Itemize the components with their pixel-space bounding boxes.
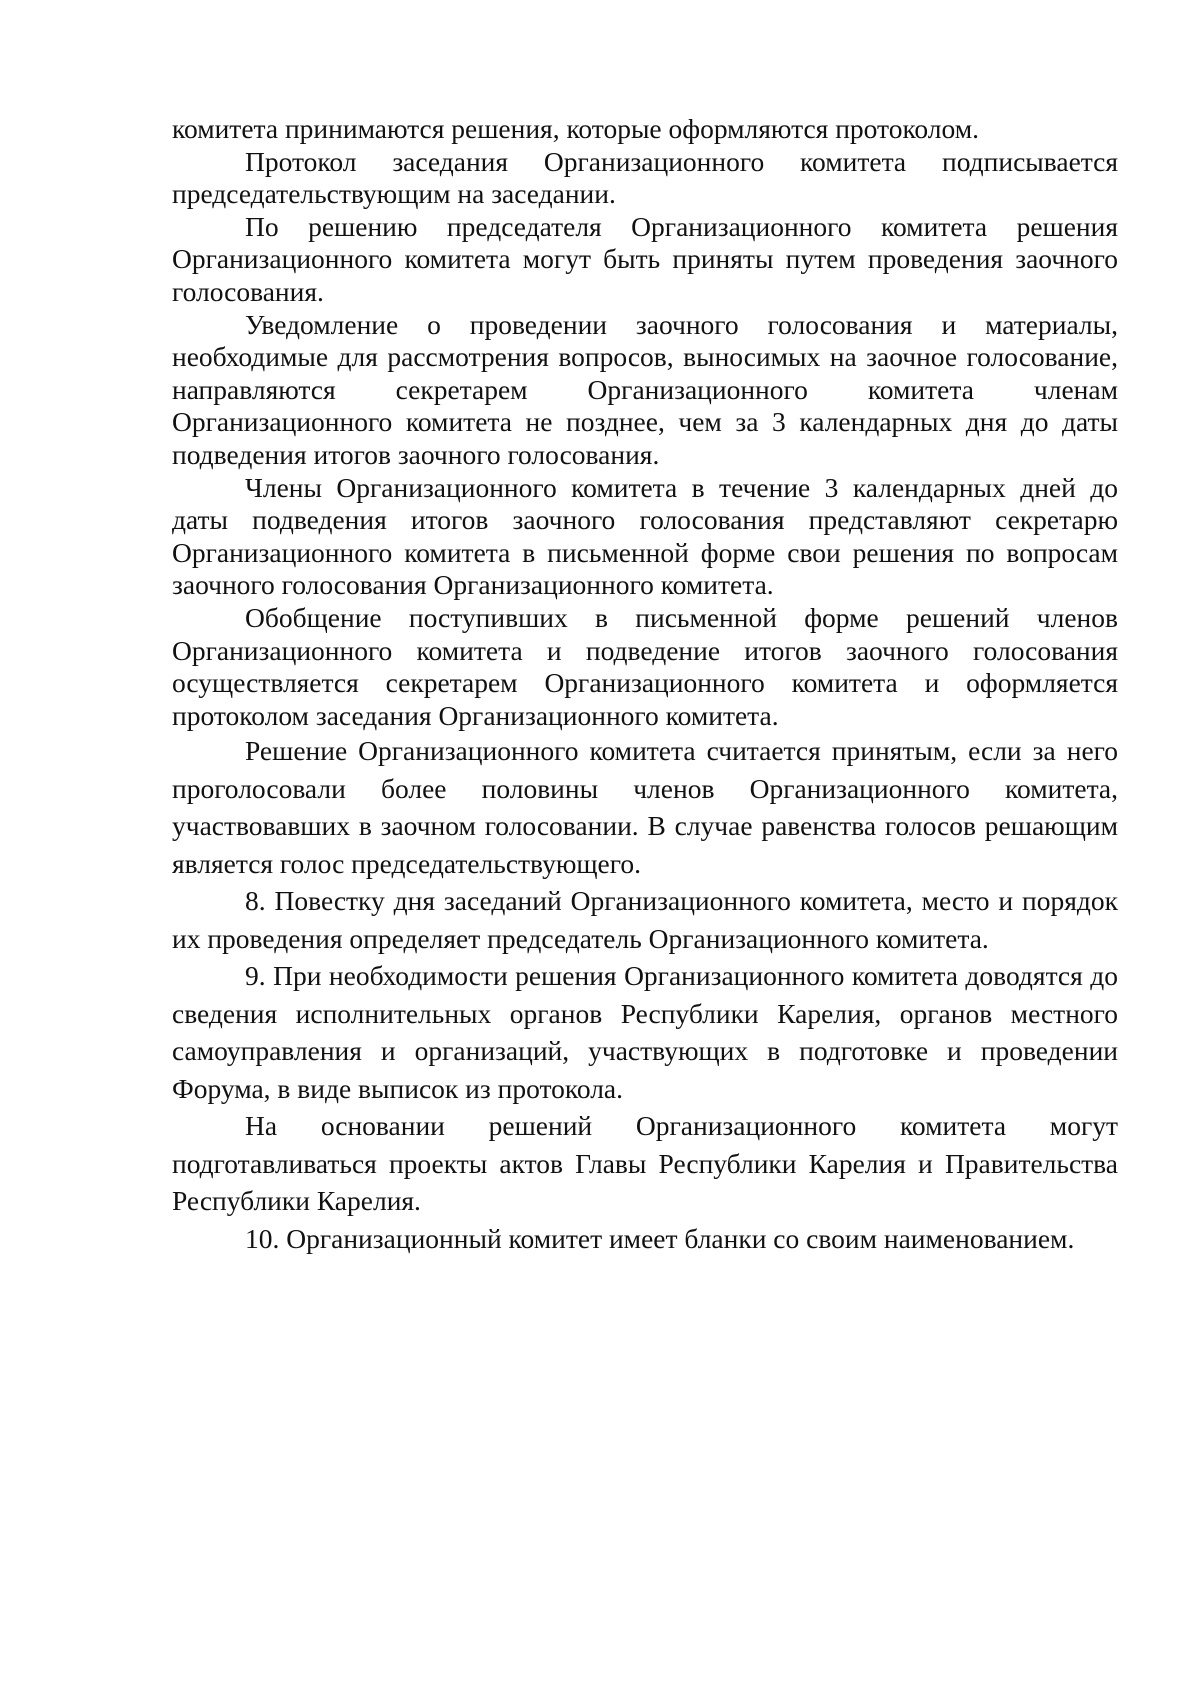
document-body	[172, 113, 1118, 1257]
paragraph-item-10: 10. Организационный комитет имеет бланки со своим наименованием.	[245, 1222, 1075, 1254]
paragraph-item-8: 8. Повестку дня заседаний Организационного комитета, место и порядок их проведения определяет председатель Организационного комитета.	[172, 885, 1118, 954]
paragraph-decision-adoption: Решение Организационного комитета считается принятым, если за него проголосовали более половины членов Организационного комитета, участвовавших в заочном голосовании. В случае равенства голосов решающим является голос председательствующего.	[172, 735, 1118, 879]
paragraph-continuation: комитета принимаются решения, которые оформляются протоколом.	[172, 113, 980, 144]
paragraph-members-decisions: Члены Организационного комитета в течение 3 календарных дней до даты подведения итогов заочного голосования представляют секретарю Организационного комитета в письменной форме свои решения по вопросам заочного голосования Организационного комитета.	[172, 471, 1118, 601]
paragraph-absentee-vote-decision: По решению председателя Организационного комитета решения Организационного комитета могут быть приняты путем проведения заочного голосования.	[172, 210, 1118, 307]
paragraph-item-9: 9. При необходимости решения Организационного комитета доводятся до сведения исполнительных органов Республики Карелия, органов местного самоуправления и организаций, участвующих в подготовке и проведении Форума, в виде выписок из протокола.	[172, 960, 1118, 1104]
paragraph-absentee-vote-notice: Уведомление о проведении заочного голосования и материалы, необходимые для рассмотрения вопросов, выносимых на заочное голосование, направляются секретарем Организационного комитета членам Организационного комитета не позднее, чем за 3 календарных дня до даты подведения итогов заочного голосования.	[172, 308, 1118, 470]
paragraph-draft-acts: На основании решений Организационного комитета могут подготавливаться проекты актов Главы Республики Карелия и Правительства Республики Карелия.	[172, 1110, 1118, 1217]
paragraph-protocol-signing: Протокол заседания Организационного комитета подписывается председательствующим на заседании.	[172, 145, 1118, 210]
paragraph-vote-summary: Обобщение поступивших в письменной форме решений членов Организационного комитета и подведение итогов заочного голосования осуществляется секретарем Организационного комитета и оформляется протоколом заседания Организационного комитета.	[172, 601, 1118, 731]
